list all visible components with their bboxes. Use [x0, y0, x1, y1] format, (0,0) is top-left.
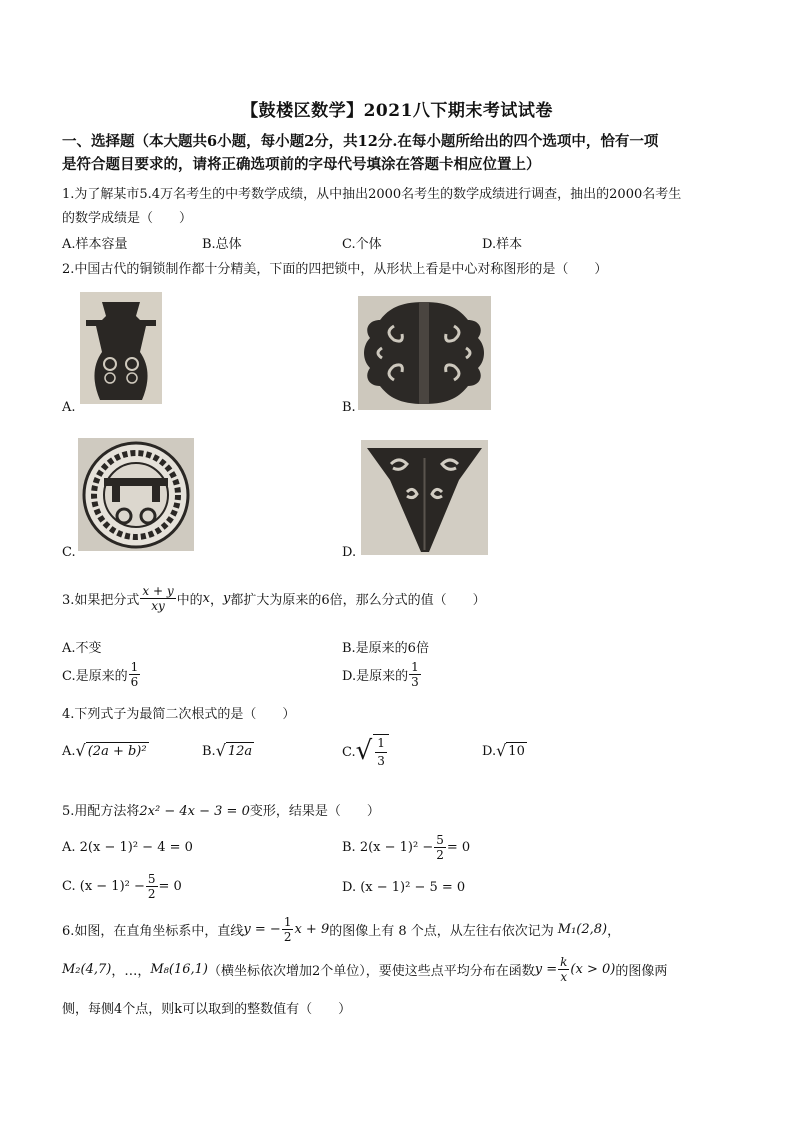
- exam-title: 【鼓楼区数学】2021八下期末考试试卷: [241, 101, 553, 121]
- lock-image-b: [358, 296, 491, 410]
- q5-option-b-fraction: [434, 833, 446, 862]
- q5-option-c-num: 5: [147, 872, 156, 886]
- q5-option-c-post: = 0: [158, 879, 182, 894]
- q1-option-a: A.样本容量: [62, 237, 128, 252]
- vase-lock-icon: [80, 292, 162, 404]
- q2-label-c: C.: [62, 545, 76, 560]
- q3-middle: 中的: [176, 593, 203, 608]
- q2-label-a: A.: [62, 400, 76, 415]
- q6-l1-post: 的图像上有 8 个点，从左往右依次记为: [329, 924, 554, 939]
- q1-option-d: D.样本: [482, 237, 523, 252]
- q3-option-d-den: 3: [411, 675, 419, 689]
- q3-option-d-fraction: [409, 660, 421, 689]
- q2-label-b: B.: [342, 400, 356, 415]
- q3-option-c-num: 1: [130, 660, 139, 674]
- q5-suffix: 变形，结果是（ ）: [249, 804, 380, 819]
- q4-option-d-root: [496, 742, 527, 760]
- q6-l1-eq-post: x + 9: [294, 922, 330, 937]
- q5-option-b: [342, 833, 470, 862]
- q6-l2-fraction: [558, 955, 569, 984]
- q6-stem-line3: 侧，每侧4个点，则k可以取到的整数值有（ ）: [62, 1002, 352, 1017]
- q5-option-c: [62, 872, 182, 901]
- triangle-lock-icon: [361, 440, 488, 555]
- q6-point-m1: M₁(2,8): [557, 922, 608, 937]
- q4-option-a-label: A.: [62, 743, 76, 759]
- q6-l1-den: 2: [283, 930, 292, 944]
- q6-l1-pre: 6.如图，在直角坐标系中，直线: [62, 924, 244, 939]
- q5-option-b-pre: B. 2(x − 1)² −: [342, 840, 434, 855]
- q3-fraction: [140, 584, 175, 613]
- q5-option-b-num: 5: [436, 833, 444, 847]
- q6-l2-end: 的图像两: [615, 964, 668, 979]
- q3-suffix: 都扩大为原来的6倍，那么分式的值（ ）: [230, 593, 486, 608]
- q5-option-c-den: 2: [147, 887, 156, 901]
- q5-option-d: D. (x − 1)² − 5 = 0: [342, 880, 466, 895]
- q1-option-c: C.个体: [342, 237, 382, 252]
- q6-point-m2: M₂(4,7): [62, 962, 112, 977]
- round-lock-icon: [78, 438, 194, 551]
- sqrt-icon: √: [355, 736, 373, 766]
- q5-option-a: A. 2(x − 1)² − 4 = 0: [62, 840, 193, 855]
- q1-stem-line2: 的数学成绩是（ ）: [62, 211, 193, 226]
- q6-point-m8: M₈(16,1): [150, 962, 208, 977]
- q3-option-a: A.不变: [62, 641, 102, 656]
- q4-stem: 4.下列式子为最简二次根式的是（ ）: [62, 707, 296, 722]
- q3-option-c-den: 6: [130, 675, 139, 689]
- q3-option-d-num: 1: [411, 660, 419, 674]
- section-heading: [62, 130, 742, 176]
- q2-stem: 2.中国古代的铜锁制作都十分精美，下面的四把锁中，从形状上看是中心对称图形的是（ ）: [62, 262, 608, 277]
- butterfly-lock-icon: [358, 296, 491, 410]
- q5-equation: 2x² − 4x − 3 = 0: [139, 804, 250, 819]
- q6-l2-text: （横坐标依次增加2个单位），要使这些点平均分布在函数: [207, 964, 535, 979]
- q4-option-a-root: [76, 742, 149, 760]
- q4-option-a: [62, 742, 149, 760]
- q4-option-a-radicand: (2a + b)²: [87, 744, 147, 759]
- q5-option-b-den: 2: [436, 848, 444, 862]
- q1-stem-line1: 1.为了解某市5.4万名考生的中考数学成绩，从中抽出2000名考生的数学成绩进行调查，抽出的2000名考生: [62, 187, 682, 202]
- q3-stem: [62, 584, 486, 613]
- q3-var-x: x: [202, 591, 210, 606]
- q3-prefix: 3.如果把分式: [62, 593, 140, 608]
- q5-option-b-post: = 0: [446, 840, 471, 855]
- q4-option-c-num: 1: [375, 735, 387, 753]
- q6-stem-line2: [62, 955, 667, 984]
- q4-option-b-radicand: 12a: [227, 744, 253, 759]
- q6-l1-eq-pre: y = −: [243, 922, 281, 937]
- q3-fraction-num: x + y: [142, 584, 174, 598]
- q3-option-c-fraction: [129, 660, 141, 689]
- q3-var-y: y: [223, 591, 231, 606]
- section-heading-line1: 一、选择题（本大题共6小题，每小题2分，共12分.在每小题所给出的四个选项中，恰有一项: [62, 133, 659, 150]
- q6-stem-line1: [62, 915, 620, 944]
- q4-option-d-label: D.: [482, 743, 497, 759]
- lock-image-a: [80, 292, 162, 404]
- q3-option-d: [342, 660, 422, 689]
- q4-option-b-root: [216, 742, 255, 760]
- q6-l2-eq-pre: y =: [534, 962, 558, 977]
- q4-option-c-den: 3: [377, 754, 385, 768]
- sqrt-icon: √: [496, 741, 507, 760]
- lock-image-c: [78, 438, 194, 551]
- q5-option-c-fraction: [146, 872, 158, 901]
- q4-option-c: [342, 734, 390, 770]
- q4-option-c-root: [356, 734, 390, 770]
- q3-option-b: B.是原来的6倍: [342, 641, 429, 656]
- q6-l1-end: ，: [607, 924, 621, 939]
- q5-option-c-pre: C. (x − 1)² −: [62, 879, 145, 894]
- sqrt-icon: √: [75, 741, 86, 760]
- q3-fraction-den: xy: [151, 599, 165, 613]
- q5-prefix: 5.用配方法将: [62, 804, 140, 819]
- q5-stem: [62, 800, 380, 819]
- q4-option-b: [202, 742, 254, 760]
- q4-option-b-label: B.: [202, 743, 216, 759]
- section-heading-line2: 是符合题目要求的，请将正确选项前的字母代号填涂在答题卡相应位置上）: [62, 156, 541, 173]
- q4-option-d-radicand: 10: [508, 744, 525, 759]
- q3-option-c-text: C.是原来的: [62, 669, 128, 684]
- sqrt-icon: √: [215, 741, 226, 760]
- q3-option-d-text: D.是原来的: [342, 669, 409, 684]
- q6-l2-mid: ，…，: [111, 964, 151, 979]
- q1-option-b: B.总体: [202, 237, 242, 252]
- q6-l1-fraction: [282, 915, 294, 944]
- q2-label-d: D.: [342, 545, 357, 560]
- q6-l2-den: x: [560, 970, 568, 984]
- q4-option-c-fraction: [373, 734, 389, 770]
- q4-option-c-label: C.: [342, 744, 356, 760]
- q4-option-d: [482, 742, 527, 760]
- q6-l2-eq-post: (x > 0): [570, 962, 616, 977]
- q6-l2-num: k: [560, 955, 568, 969]
- lock-image-d: [361, 440, 488, 555]
- q3-comma: ，: [210, 593, 224, 608]
- q6-l1-num: 1: [283, 915, 292, 929]
- q3-option-c: [62, 660, 141, 689]
